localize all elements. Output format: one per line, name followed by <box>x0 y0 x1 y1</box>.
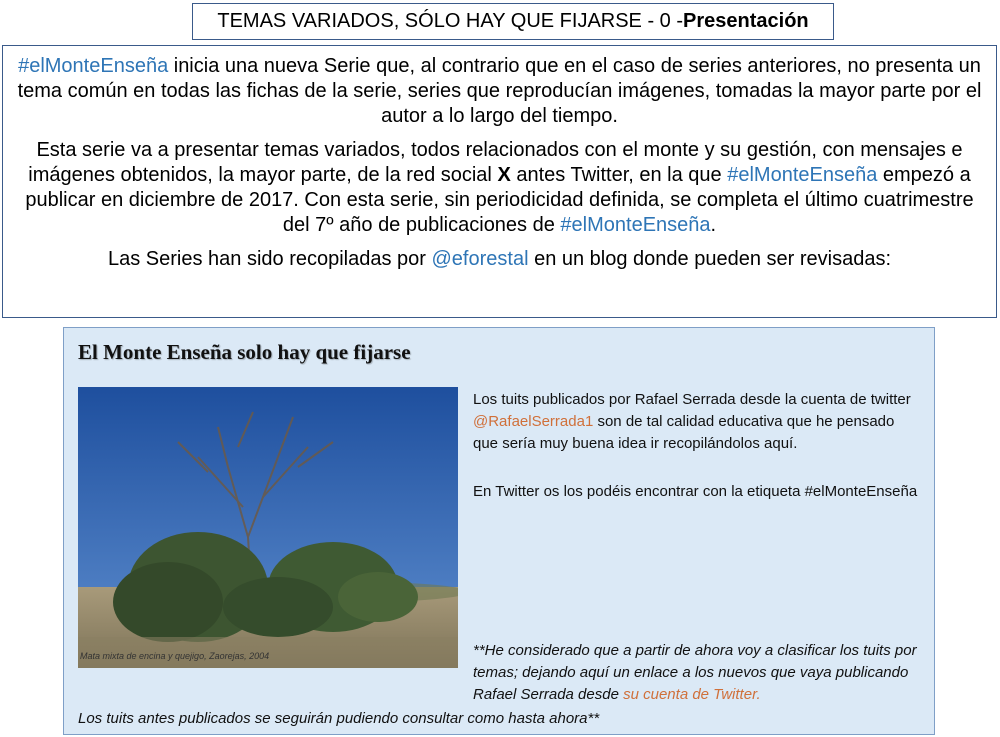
blog-paragraph-1 <box>473 389 923 455</box>
intro-paragraph-3 <box>17 247 982 272</box>
blog-screenshot <box>63 327 935 735</box>
intro-p2-text-c: empezó a publicar en diciembre de 2017. Con esta serie, sin periodicidad definida, se completa el último cuatrimestre del 7º año de publicaciones de <box>25 164 974 236</box>
title-bold: Presentación <box>683 10 809 32</box>
intro-p3-text-b: en un blog donde pueden ser revisadas: <box>528 248 892 270</box>
intro-paragraph-1 <box>17 54 982 129</box>
blog-photo <box>78 387 458 668</box>
intro-paragraph-2 <box>17 138 982 238</box>
blog-footer-note: Los tuits antes publicados se seguirán pudiendo consultar como hasta ahora** <box>78 710 600 727</box>
tree-photo-image <box>78 387 458 668</box>
intro-p2-text-b: antes Twitter, en la que <box>510 164 728 186</box>
blog-paragraph-2: En Twitter os los podéis encontrar con la etiqueta #elMonteEnseña <box>473 483 918 500</box>
intro-p1-text: inicia una nueva Serie que, al contrario que en el caso de series anteriores, no presenta un tema común en todas las fichas de la serie, series que reproducían imágenes, tomadas la mayor parte por el autor a lo largo del tiempo. <box>17 55 982 127</box>
intro-p2-bold: X <box>497 164 511 186</box>
blog-p1-text-b: son de tal calidad educativa que he pensado que sería muy buena idea ir recopilándolos aquí. <box>473 413 895 452</box>
title-prefix: TEMAS VARIADOS, SÓLO HAY QUE FIJARSE - 0 - <box>217 10 684 32</box>
blog-note-text: **He considerado que a partir de ahora voy a clasificar los tuits por temas; dejando aquí un enlace a los nuevos que vaya publicando Rafael Serrada desde <box>473 642 917 703</box>
intro-text-box <box>2 45 997 318</box>
intro-p3-text-a: Las Series han sido recopiladas por <box>107 248 432 270</box>
blog-body <box>473 389 923 529</box>
hashtag-link[interactable]: #elMonteEnseña <box>560 214 711 236</box>
slide-title <box>192 3 834 40</box>
hashtag-link[interactable]: #elMonteEnseña <box>727 164 878 186</box>
blog-title: El Monte Enseña solo hay que fijarse <box>78 340 411 364</box>
blog-p1-text-a: Los tuits publicados por Rafael Serrada desde la cuenta de twitter <box>473 391 911 408</box>
hashtag-link[interactable]: #elMonteEnseña <box>18 55 169 77</box>
blog-note <box>473 640 923 706</box>
twitter-profile-link[interactable]: su cuenta de Twitter. <box>623 686 761 703</box>
photo-caption: Mata mixta de encina y quejigo, Zaorejas, 2004 <box>80 651 270 661</box>
intro-p2-end: . <box>710 214 717 236</box>
intro-p2-text-a: Esta serie va a presentar temas variados, todos relacionados con el monte y su gestión, con mensajes e imágenes obtenidos, la mayor parte, de la red social <box>28 139 963 186</box>
twitter-account-link[interactable]: @RafaelSerrada1 <box>473 413 594 430</box>
handle-link[interactable]: @eforestal <box>431 248 529 270</box>
